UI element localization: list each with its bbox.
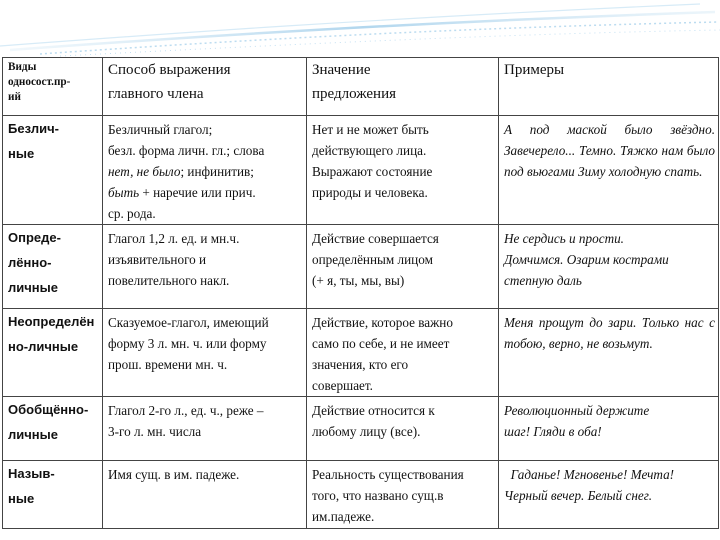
- header-types: Виды односост.пр- ий: [3, 58, 103, 116]
- meaning-cell: Действие, которое важно само по себе, и не имеет значения, кто его совершает.: [307, 309, 499, 397]
- meaning-cell: Действие относится к любому лицу (все).: [307, 397, 499, 461]
- method-cell: Безличный глагол; безл. форма личн. гл.; слова нет, не было; инфинитив; быть + наречие или прич. ср. рода.: [103, 116, 307, 225]
- type-cell: Назыв- ные: [3, 461, 103, 529]
- table-row: [3, 461, 719, 529]
- examples-cell: Революционный держите шаг! Гляди в оба!: [499, 397, 719, 461]
- examples-cell: Не сердись и прости. Домчимся. Озарим кострами степную даль: [499, 225, 719, 309]
- type-cell: Безлич- ные: [3, 116, 103, 225]
- examples-cell: А под маской было звёздно. Завечерело... Темно. Тяжко нам было под вьюгами Зиму холодную спать.: [499, 116, 719, 225]
- type-cell: Обобщённо- личные: [3, 397, 103, 461]
- meaning-cell: Нет и не может быть действующего лица. Выражают состояние природы и человека.: [307, 116, 499, 225]
- method-cell: Имя сущ. в им. падеже.: [103, 461, 307, 529]
- method-cell: Сказуемое-глагол, имеющий форму 3 л. мн. ч. или форму прош. времени мн. ч.: [103, 309, 307, 397]
- meaning-cell: Действие совершается определённым лицом (+ я, ты, мы, вы): [307, 225, 499, 309]
- method-cell: Глагол 1,2 л. ед. и мн.ч. изъявительного и повелительного накл.: [103, 225, 307, 309]
- table-row: [3, 225, 719, 309]
- header-method: Способ выражения главного члена: [103, 58, 307, 116]
- sentence-types-table: [2, 57, 719, 529]
- method-cell: Глагол 2-го л., ед. ч., реже – 3-го л. мн. числа: [103, 397, 307, 461]
- header-meaning: Значение предложения: [307, 58, 499, 116]
- examples-cell: Гаданье! Мгновенье! Мечта! Черный вечер. Белый снег.: [499, 461, 719, 529]
- meaning-cell: Реальность существования того, что названо сущ.в им.падеже.: [307, 461, 499, 529]
- table-row: [3, 309, 719, 397]
- decorative-swoosh: [0, 0, 720, 58]
- examples-cell: Меня прощут до зари. Только нас с тобою, верно, не возьмут.: [499, 309, 719, 397]
- type-cell: Неопределён но-личные: [3, 309, 103, 397]
- table-row: [3, 397, 719, 461]
- header-row: [3, 58, 719, 116]
- table-row: [3, 116, 719, 225]
- type-cell: Опреде- лённо- личные: [3, 225, 103, 309]
- header-examples: Примеры: [499, 58, 719, 116]
